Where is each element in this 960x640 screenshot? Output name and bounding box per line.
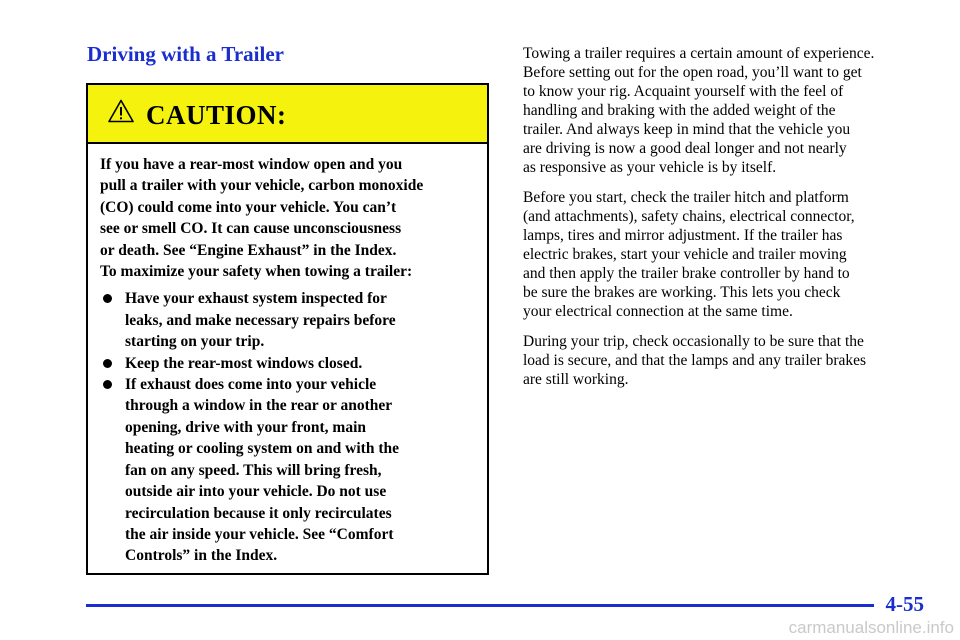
page-number: 4-55 (885, 592, 924, 616)
body-line: are driving is now a good deal longer and not nearly (523, 140, 847, 157)
body-line: be sure the brakes are working. This lets you check (523, 284, 841, 301)
body-line: and then apply the trailer brake controller by hand to (523, 265, 850, 282)
bullet-line: through a window in the rear or another (125, 397, 393, 415)
body-paragraph (523, 44, 928, 177)
caution-label: CAUTION: (146, 100, 287, 130)
body-line: (and attachments), safety chains, electrical connector, (523, 208, 855, 225)
body-line: trailer. And always keep in mind that the vehicle you (523, 121, 851, 138)
caution-intro (100, 154, 475, 282)
bullet-dot-icon (103, 294, 112, 303)
bullet-line: Have your exhaust system inspected for (125, 290, 387, 308)
bullet-line: leaks, and make necessary repairs before (125, 311, 396, 329)
body-paragraph (523, 332, 928, 389)
body-line: Before setting out for the open road, you’ll want to get (523, 64, 862, 81)
caution-bullet-item (100, 353, 475, 374)
caution-bullet-list (100, 288, 475, 566)
warning-triangle-icon (108, 99, 134, 123)
body-line: handling and braking with the added weight of the (523, 102, 836, 119)
body-line: as responsive as your vehicle is by itself. (523, 159, 777, 176)
caution-box (86, 83, 489, 575)
bullet-line: outside air into your vehicle. Do not use (125, 483, 387, 501)
bullet-line: opening, drive with your front, main (125, 418, 366, 436)
body-line: to know your rig. Acquaint yourself with the feel of (523, 83, 844, 100)
body-paragraph (523, 188, 928, 321)
body-line: are still working. (523, 371, 629, 388)
bullet-line: recirculation because it only recirculates (125, 504, 392, 522)
body-line: your electrical connection at the same time. (523, 303, 793, 320)
bullet-line: starting on your trip. (125, 333, 265, 351)
caution-intro-line: or death. See “Engine Exhaust” in the Index. (100, 241, 397, 259)
caution-intro-line: To maximize your safety when towing a trailer: (100, 263, 413, 281)
bullet-line: If exhaust does come into your vehicle (125, 376, 377, 394)
caution-intro-line: If you have a rear-most window open and you (100, 156, 403, 173)
body-line: During your trip, check occasionally to be sure that the (523, 333, 864, 350)
caution-bullet-item (100, 374, 475, 567)
body-line: Towing a trailer requires a certain amount of experience. (523, 45, 875, 62)
caution-intro-line: pull a trailer with your vehicle, carbon monoxide (100, 177, 424, 195)
bullet-dot-icon (103, 380, 112, 389)
caution-header (88, 85, 487, 144)
right-column (523, 44, 928, 400)
body-line: load is secure, and that the lamps and any trailer brakes (523, 352, 867, 369)
body-line: Before you start, check the trailer hitch and platform (523, 189, 849, 206)
footer-rule (86, 604, 874, 607)
section-title: Driving with a Trailer (87, 42, 284, 66)
bullet-line: Controls” in the Index. (125, 547, 278, 565)
bullet-line: the air inside your vehicle. See “Comfort (125, 525, 394, 543)
body-line: electric brakes, start your vehicle and trailer moving (523, 246, 847, 263)
watermark: carmanualsonline.info (788, 618, 954, 637)
caution-intro-line: see or smell CO. It can cause unconsciousness (100, 220, 402, 238)
bullet-line: heating or cooling system on and with the (125, 440, 399, 458)
body-line: lamps, tires and mirror adjustment. If the trailer has (523, 227, 843, 244)
bullet-dot-icon (103, 359, 112, 368)
bullet-line: fan on any speed. This will bring fresh, (125, 461, 382, 479)
caution-body (88, 144, 487, 567)
caution-bullet-item (100, 288, 475, 352)
bullet-line: Keep the rear-most windows closed. (125, 354, 363, 372)
caution-intro-line: (CO) could come into your vehicle. You can’t (100, 198, 397, 216)
